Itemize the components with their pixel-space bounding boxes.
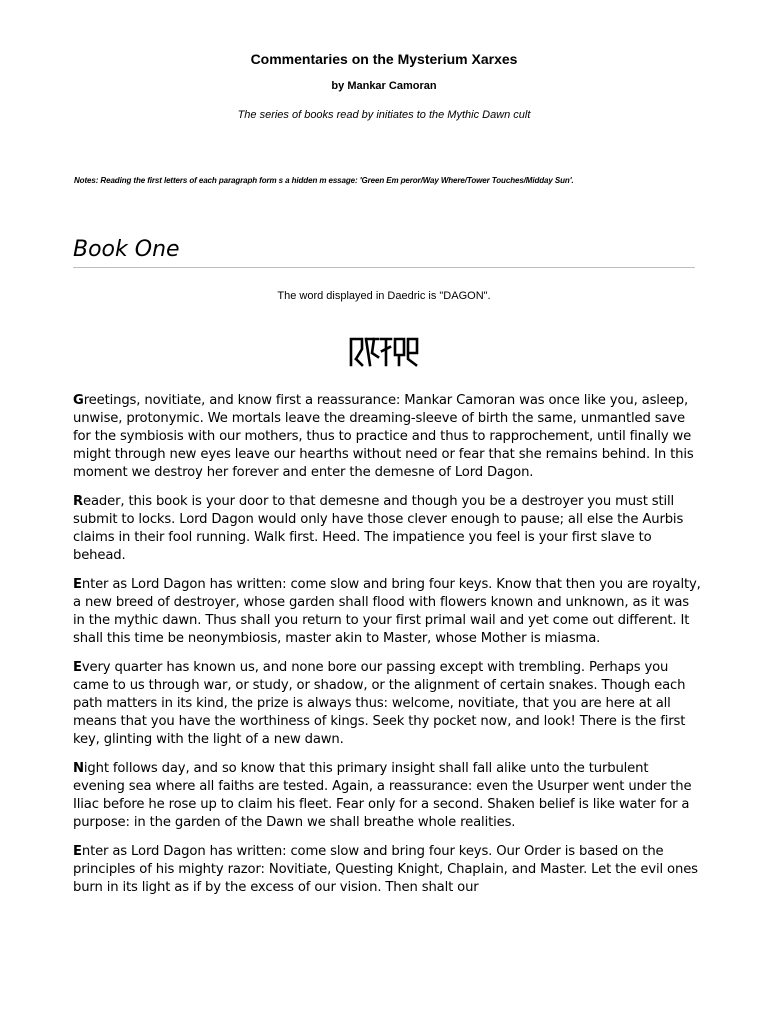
hidden-message-notes: Notes: Reading the first letters of each paragraph form s a hidden m essage: 'Green Em peror/Way Where/Tower Touches/Midday Sun'. bbox=[74, 176, 574, 185]
paragraph-initial: E bbox=[73, 577, 82, 592]
document-subtitle: The series of books read by initiates to the Mythic Dawn cult bbox=[237, 109, 531, 121]
paragraph-initial: R bbox=[73, 494, 84, 509]
paragraph-initial: E bbox=[73, 844, 82, 859]
document-title: Commentaries on the Mysterium Xarxes bbox=[250, 51, 518, 67]
paragraph-initial: N bbox=[73, 761, 84, 776]
paragraph bbox=[73, 659, 701, 749]
paragraph-text: eader, this book is your door to that demesne and though you be a destroyer you must still submit to locks. Lord Dagon would only have those clever enough to pause; all else the Aurbis claims in their fool running. Walk first. Heed. The impatience you feel is your first slave to behead. bbox=[73, 494, 684, 563]
paragraph-text: ight follows day, and so know that this primary insight shall fall alike unto the turbulent evening sea where all faiths are tested. Again, a reassurance: even the Usurper went under the Iliac before he rose up to claim his fleet. Fear only for a second. Shaken belief is like water for a purpose: in the garden of the Dawn we shall breathe whole realities. bbox=[73, 761, 692, 830]
paragraph-initial: G bbox=[73, 393, 84, 408]
paragraph bbox=[73, 493, 701, 565]
paragraph bbox=[73, 392, 701, 482]
heading-divider bbox=[73, 267, 695, 268]
paragraph-initial: E bbox=[73, 660, 82, 675]
paragraph-text: very quarter has known us, and none bore our passing except with trembling. Perhaps you came to us through war, or study, or shadow, or the alignment of certain snakes. Though each path matters in its kind, the prize is always thus: welcome, novitiate, that you are here at all means that you have the worthiness of kings. Seek thy pocket now, and look! There is the first key, glinting with the light of a new dawn. bbox=[73, 660, 686, 747]
paragraph bbox=[73, 760, 701, 832]
book-heading: Book One bbox=[73, 237, 180, 262]
paragraph-text: nter as Lord Dagon has written: come slow and bring four keys. Our Order is based on the principles of his mighty razor: Novitiate, Questing Knight, Chaplain, and Master. Let the evil ones burn in its light as if by the excess of our vision. Then shalt our bbox=[73, 844, 698, 895]
paragraph-text: reetings, novitiate, and know first a reassurance: Mankar Camoran was once like you, asleep, unwise, protonymic. We mortals leave the dreaming-sleeve of birth the same, unmantled save for the symbiosis with our mothers, thus to practice and thus to rapprochement, until finally we might through new eyes leave our hearths without need or fear that she remains behind. In this moment we destroy her forever and enter the demesne of Lord Dagon. bbox=[73, 393, 694, 480]
paragraph bbox=[73, 576, 701, 648]
author-byline: by Mankar Camoran bbox=[331, 80, 437, 92]
paragraph-text: nter as Lord Dagon has written: come slow and bring four keys. Know that then you are royalty, a new breed of destroyer, whose garden shall flood with flowers known and unknown, as it was in the mythic dawn. Thus shall you return to your first primal wail and yet come out different. It shall this time be neonymbiosis, master akin to Master, whose Mother is miasma. bbox=[73, 577, 701, 646]
daedric-caption: The word displayed in Daedric is "DAGON". bbox=[277, 290, 491, 302]
book-body bbox=[73, 392, 701, 908]
daedric-script-image bbox=[348, 335, 420, 369]
paragraph bbox=[73, 843, 701, 897]
